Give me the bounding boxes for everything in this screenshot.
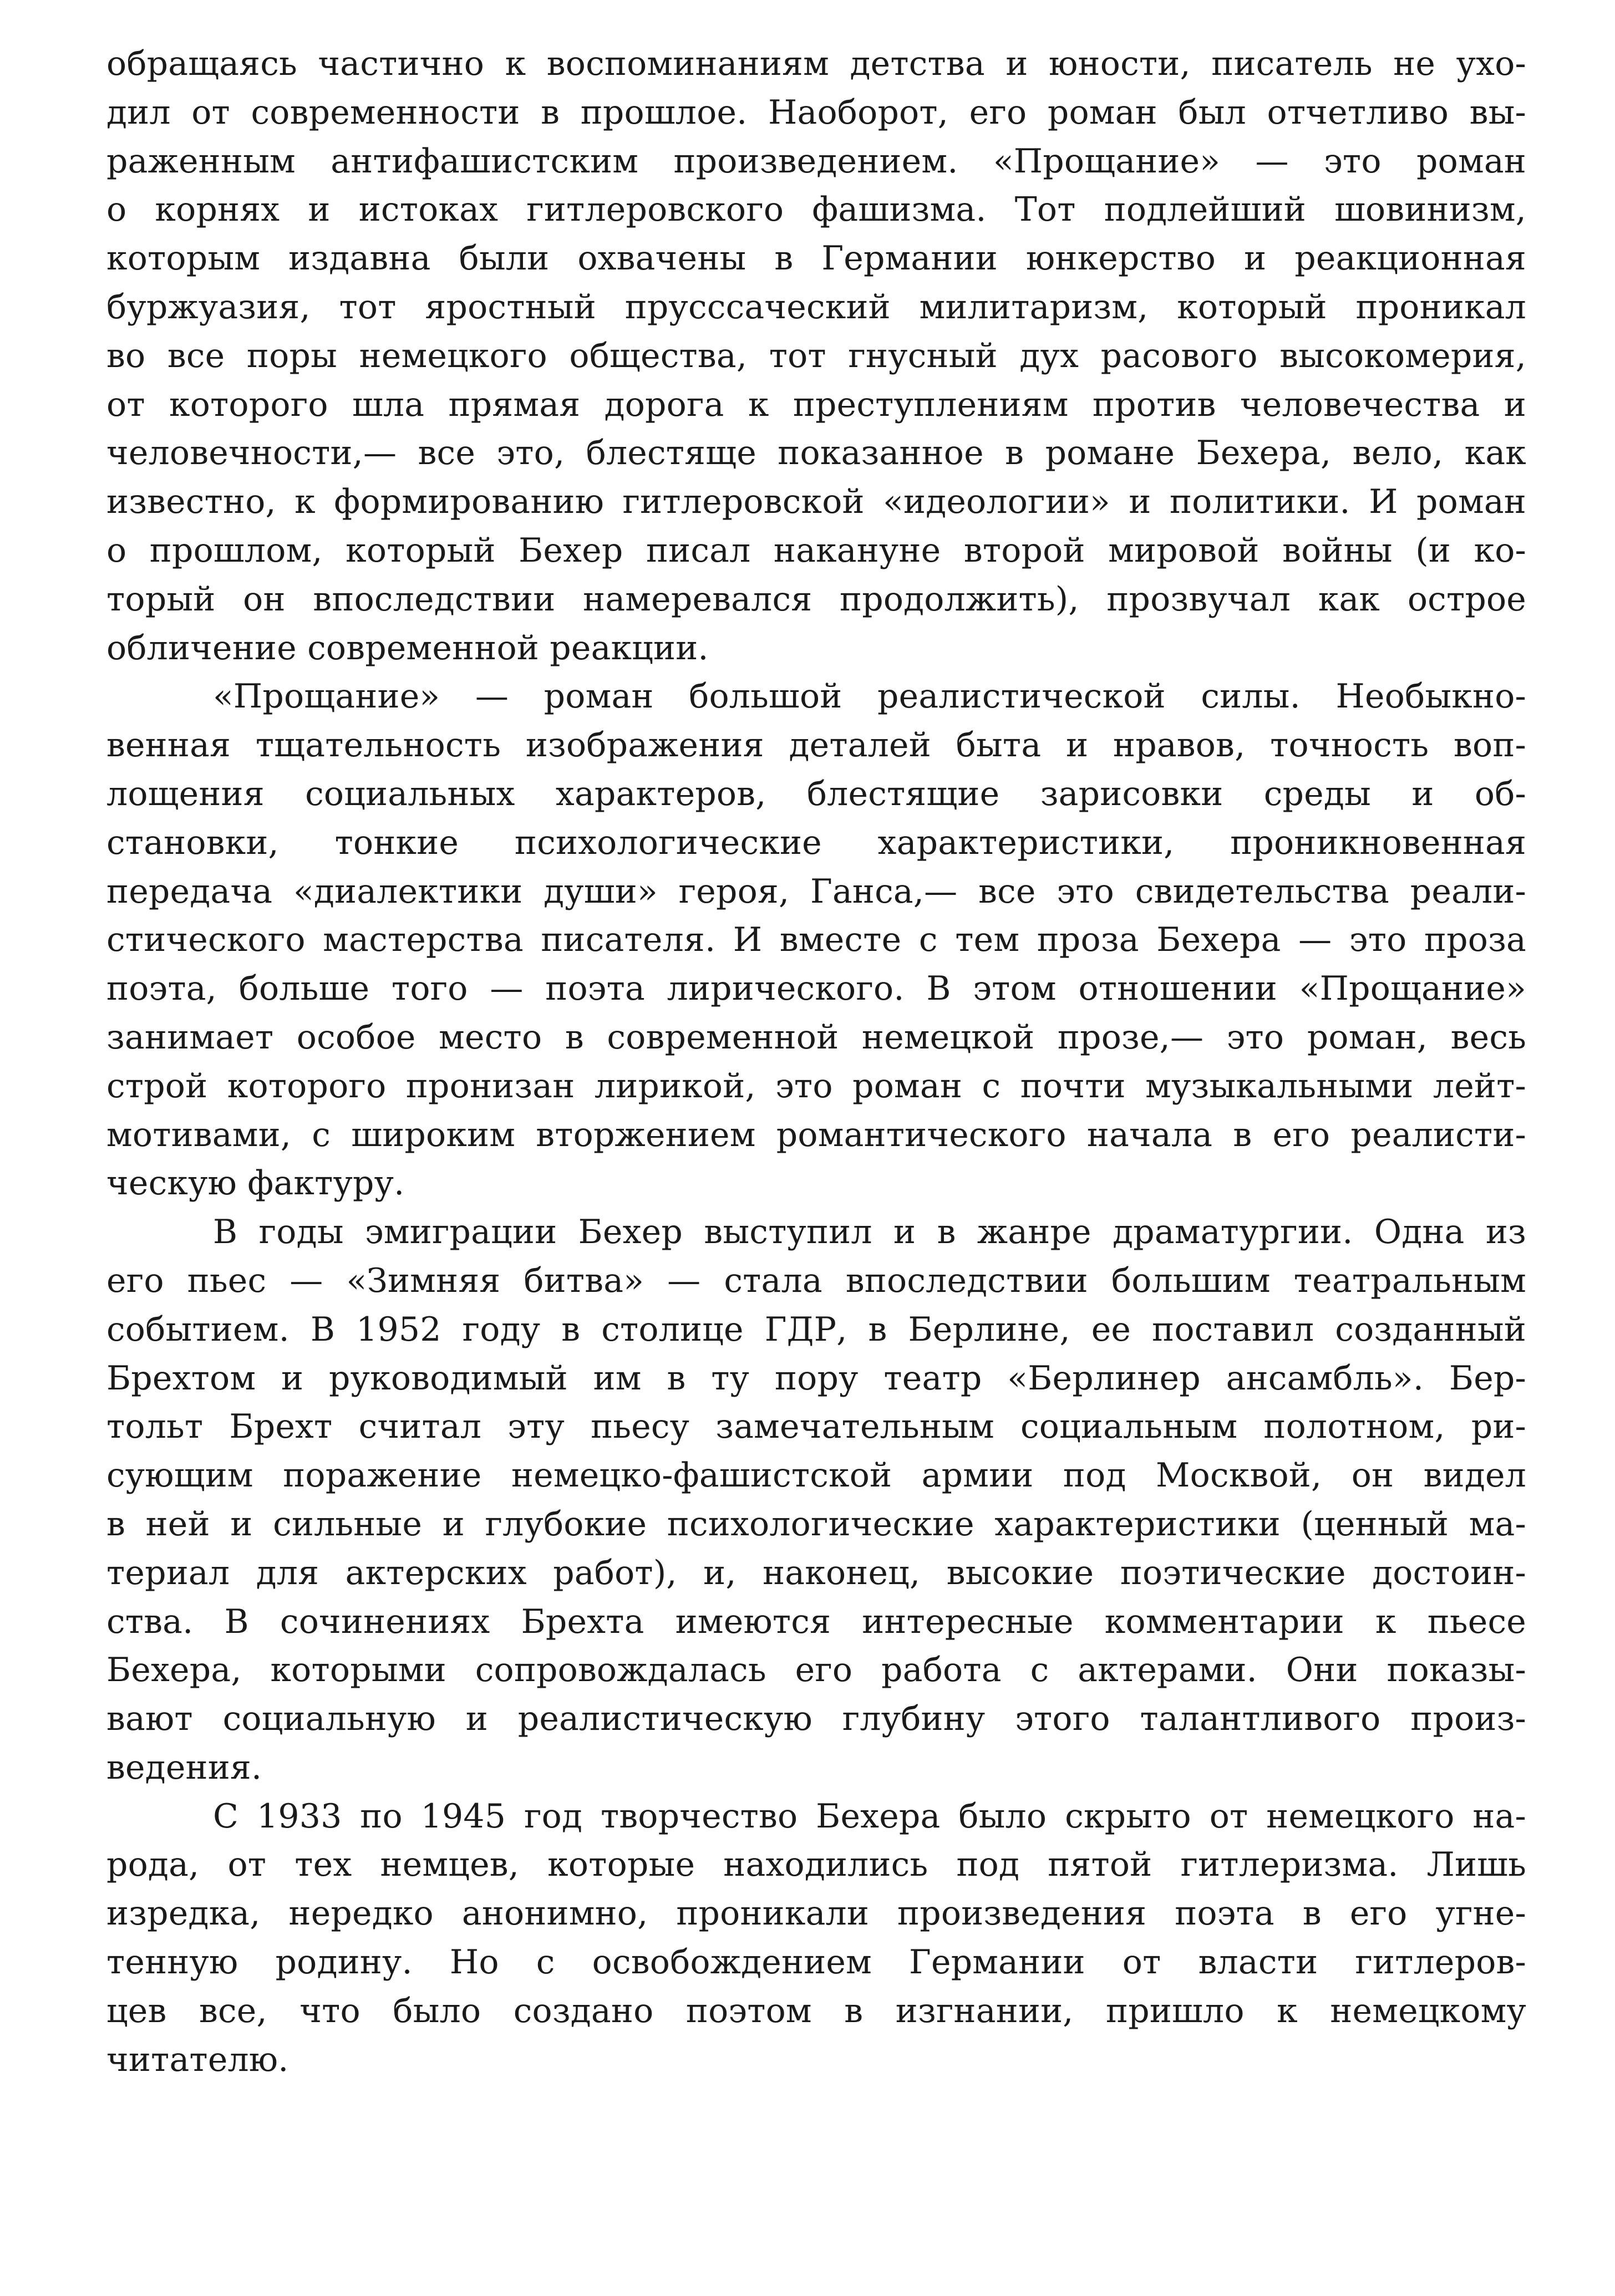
text-line: занимает особое место в современной немецкой прозе,— это роман, весь [106,1017,1526,1057]
text-line: обращаясь частично к воспоминаниям детства и юности, писатель не ухо- [106,44,1526,83]
text-line: сующим поражение немецко-фашистской армии под Москвой, он видел [106,1456,1526,1495]
text-line: стического мастерства писателя. И вместе с тем проза Бехера — это проза [106,920,1526,960]
text-line: «Прощание» — роман большой реалистической силы. Необыкно- [213,677,1526,716]
text-line: ведения. [106,1748,262,1787]
text-line: мотивами, с широким вторжением романтического начала в его реалисти- [106,1115,1526,1154]
text-line: его пьес — «Зимняя битва» — стала впоследствии большим театральным [106,1261,1526,1300]
text-line: раженным антифашистским произведением. «Прощание» — это роман [106,141,1526,181]
text-line: дил от современности в прошлое. Наоборот, его роман был отчетливо вы- [106,93,1526,132]
text-line: о прошлом, который Бехер писал накануне второй мировой войны (и ко- [106,531,1526,570]
text-line: лощения социальных характеров, блестящие зарисовки среды и об- [106,774,1526,813]
text-line: известно, к формированию гитлеровской «идеологии» и политики. И роман [106,482,1526,522]
text-line: передача «диалектики души» героя, Ганса,— все это свидетельства реали- [106,872,1526,911]
text-line: В годы эмиграции Бехер выступил и в жанре драматургии. Одна из [213,1213,1526,1252]
paragraph [106,1793,1526,2085]
text-line: читателю. [106,2040,289,2079]
text-line: вают социальную и реалистическую глубину этого талантливого произ- [106,1699,1526,1739]
text-line: териал для актерских работ), и, наконец, высокие поэтические достоин- [106,1553,1526,1592]
paragraph [106,673,1526,1208]
text-line: событием. В 1952 году в столице ГДР, в Берлине, ее поставил созданный [106,1310,1526,1349]
text-line: Бехера, которыми сопровождалась его работа с актерами. Они показы- [106,1651,1526,1690]
text-line: поэта, больше того — поэта лирического. В этом отношении «Прощание» [106,969,1526,1009]
text-line: которым издавна были охвачены в Германии юнкерство и реакционная [106,239,1526,278]
text-line: обличение современной реакции. [106,628,709,668]
paragraph [106,1208,1526,1793]
text-line: в ней и сильные и глубокие психологические характеристики (ценный ма- [106,1504,1526,1544]
text-line: строй которого пронизан лирикой, это роман с почти музыкальными лейт- [106,1066,1526,1106]
body-text [106,40,1526,2084]
text-line: ческую фактуру. [106,1164,405,1203]
text-line: цев все, что было создано поэтом в изгнании, пришло к немецкому [106,1991,1526,2030]
text-line: человечности,— все это, блестяще показанное в романе Бехера, вело, как [106,434,1526,473]
text-line: С 1933 по 1945 год творчество Бехера было скрыто от немецкого на- [213,1796,1526,1836]
text-line: венная тщательность изображения деталей быта и нравов, точность воп- [106,726,1526,765]
text-line: изредка, нередко анонимно, проникали произведения поэта в его угне- [106,1894,1526,1933]
text-line: тенную родину. Но с освобождением Германии от власти гитлеров- [106,1943,1526,1982]
text-line: о корнях и истоках гитлеровского фашизма. Тот подлейший шовинизм, [106,190,1526,230]
text-line: торый он впоследствии намеревался продолжить), прозвучал как острое [106,579,1526,619]
text-line: ства. В сочинениях Брехта имеются интересные комментарии к пьесе [106,1602,1526,1641]
paragraph [106,40,1526,673]
text-line: становки, тонкие психологические характеристики, проникновенная [106,823,1526,862]
text-line: буржуазия, тот яростный прусссаческий милитаризм, который проникал [106,287,1526,327]
text-line: во все поры немецкого общества, тот гнусный дух расового высокомерия, [106,336,1526,375]
text-line: тольт Брехт считал эту пьесу замечательным социальным полотном, ри- [106,1407,1526,1447]
text-line: рода, от тех немцев, которые находились под пятой гитлеризма. Лишь [106,1845,1526,1885]
text-line: Брехтом и руководимый им в ту пору театр «Берлинер ансамбль». Бер- [106,1358,1526,1398]
text-line: от которого шла прямая дорога к преступлениям против человечества и [106,385,1526,424]
